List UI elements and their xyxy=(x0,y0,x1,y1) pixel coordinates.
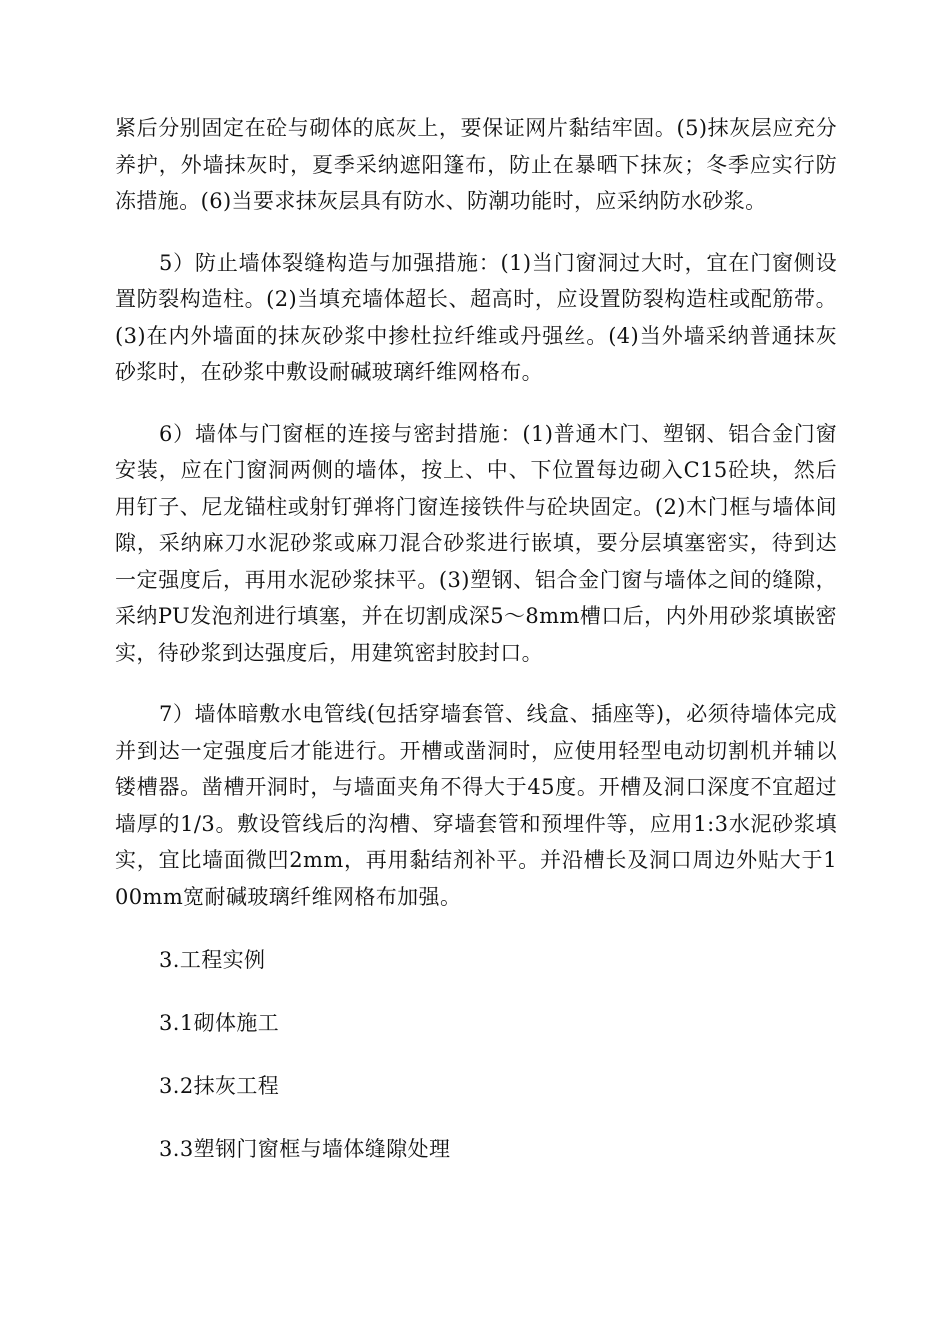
section-heading-masonry: 3.1砌体施工 xyxy=(159,1011,280,1035)
heading-gap xyxy=(115,1041,837,1068)
heading-gap xyxy=(115,1104,837,1131)
paragraph-gap xyxy=(115,671,837,696)
paragraph-gap xyxy=(115,915,837,942)
section-heading-frame-gap: 3.3塑钢门窗框与墙体缝隙处理 xyxy=(159,1137,451,1161)
document-page xyxy=(115,110,837,1167)
heading-gap xyxy=(115,978,837,1005)
paragraph-concealed-pipelines: 7）墙体暗敷水电管线(包括穿墙套管、线盒、插座等)，必须待墙体完成并到达一定强度后才能进行。开槽或凿洞时，应使用轻型电动切割机并辅以镂槽器。凿槽开洞时，与墙面夹角不得大于45度。开槽及洞口深度不宜超过墙厚的1/3。敷设管线后的沟槽、穿墙套管和预埋件等，应用1:3水泥砂浆填实，宜比墙面微凹2mm，再用黏结剂补平。并沿槽长及洞口周边外贴大于100mm宽耐碱玻璃纤维网格布加强。 xyxy=(115,702,837,909)
paragraph-plastering-continued: 紧后分别固定在砼与砌体的底灰上，要保证网片黏结牢固。(5)抹灰层应充分养护，外墙抹灰时，夏季采纳遮阳篷布，防止在暴晒下抹灰；冬季应实行防冻措施。(6)当要求抹灰层具有防水、防潮功能时，应采纳防水砂浆。 xyxy=(115,116,837,213)
section-heading-plastering: 3.2抹灰工程 xyxy=(159,1074,280,1098)
paragraph-gap xyxy=(115,391,837,416)
paragraph-door-window-sealing: 6）墙体与门窗框的连接与密封措施：(1)普通木门、塑钢、铝合金门窗安装，应在门窗洞两侧的墙体，按上、中、下位置每边砌入C15砼块，然后用钉子、尼龙锚柱或射钉弹将门窗连接铁件与砼块固定。(2)木门框与墙体间隙，采纳麻刀水泥砂浆或麻刀混合砂浆进行嵌填，要分层填塞密实，待到达一定强度后，再用水泥砂浆抹平。(3)塑钢、铝合金门窗与墙体之间的缝隙，采纳PU发泡剂进行填塞，并在切割成深5～8mm槽口后，内外用砂浆填嵌密实，待砂浆到达强度后，用建筑密封胶封口。 xyxy=(115,421,837,665)
paragraph-crack-prevention: 5）防止墙体裂缝构造与加强措施：(1)当门窗洞过大时，宜在门窗侧设置防裂构造柱。(2)当填充墙体超长、超高时，应设置防裂构造柱或配筋带。(3)在内外墙面的抹灰砂浆中掺杜拉纤维或丹强丝。(4)当外墙采纳普通抹灰砂浆时，在砂浆中敷设耐碱玻璃纤维网格布。 xyxy=(115,250,837,384)
section-heading-engineering-example: 3.工程实例 xyxy=(159,948,266,972)
paragraph-gap xyxy=(115,220,837,245)
